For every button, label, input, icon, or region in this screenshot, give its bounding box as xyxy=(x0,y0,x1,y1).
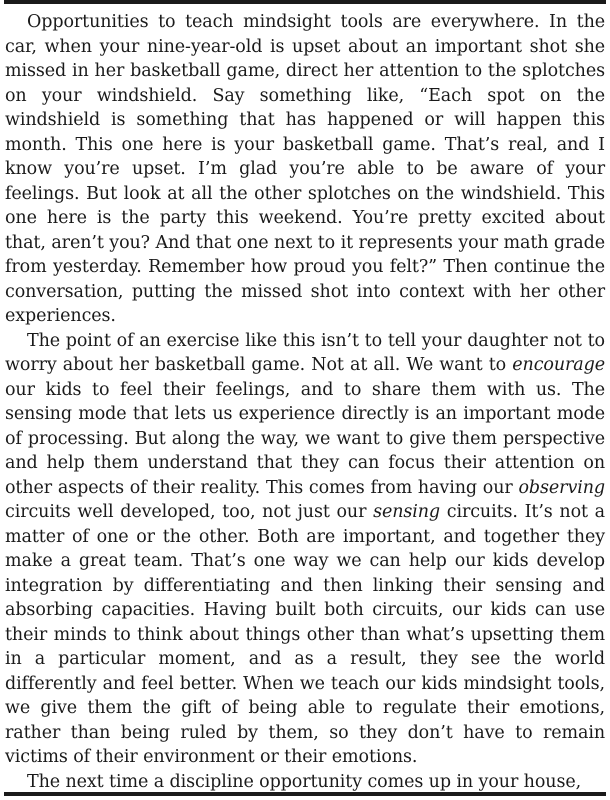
italic-emphasis: observing xyxy=(518,477,605,498)
italic-emphasis: sensing xyxy=(373,502,441,522)
bottom-border-rule xyxy=(4,792,606,796)
body-text xyxy=(5,10,605,794)
top-border-rule xyxy=(4,0,606,4)
text-run: Opportunities to teach mindsight tools are everywhere. In the car, when your nine-year-old is upset about an important shot she missed in her basketball game, direct her attention to the splotches on your windshield. Say something like, “Each spot on the windshield is something that has happened or will happen this month. This one here is your basketball game. That’s real, and I know you’re upset. I’m glad you’re able to be aware of your feelings. But look at all the other splotches on the windshield. This one here is the party this weekend. You’re pretty excited about that, aren’t you? And that one next to it represents your math grade from yesterday. Remember how proud you felt?” Then continue the conversation, putting the missed shot into context with her other experiences. xyxy=(5,12,605,326)
paragraph xyxy=(5,10,605,329)
italic-emphasis: encourage xyxy=(512,355,605,375)
text-run: our kids to feel their feelings, and to share them with us. The sensing mode that lets us experience directly is an important mode of processing. But along the way, we want to give them perspective and help them understand that they can focus their attention on other aspects of their reality. This comes from having our xyxy=(5,379,605,498)
text-run: circuits well developed, too, not just our xyxy=(5,502,374,522)
text-run: The point of an exercise like this isn’t to tell your daughter not to worry about her basketball game. Not at all. We want to xyxy=(5,330,605,375)
text-run: The next time a discipline opportunity comes up in your house, xyxy=(27,771,582,792)
paragraph xyxy=(5,770,605,795)
text-run: circuits. It’s not a matter of one or the other. Both are important, and together they make a great team. That’s one way we can help our kids develop integration by differentiating and then linking their sensing and absorbing capacities. Having built both circuits, our kids can use their minds to think about things other than what’s upsetting them in a particular moment, and as a result, they see the world differently and feel better. When we teach our kids mindsight tools, we give them the gift of being able to regulate their emotions, rather than being ruled by them, so they don’t have to remain victims of their environment or their emotions. xyxy=(5,502,606,767)
paragraph xyxy=(5,329,605,770)
